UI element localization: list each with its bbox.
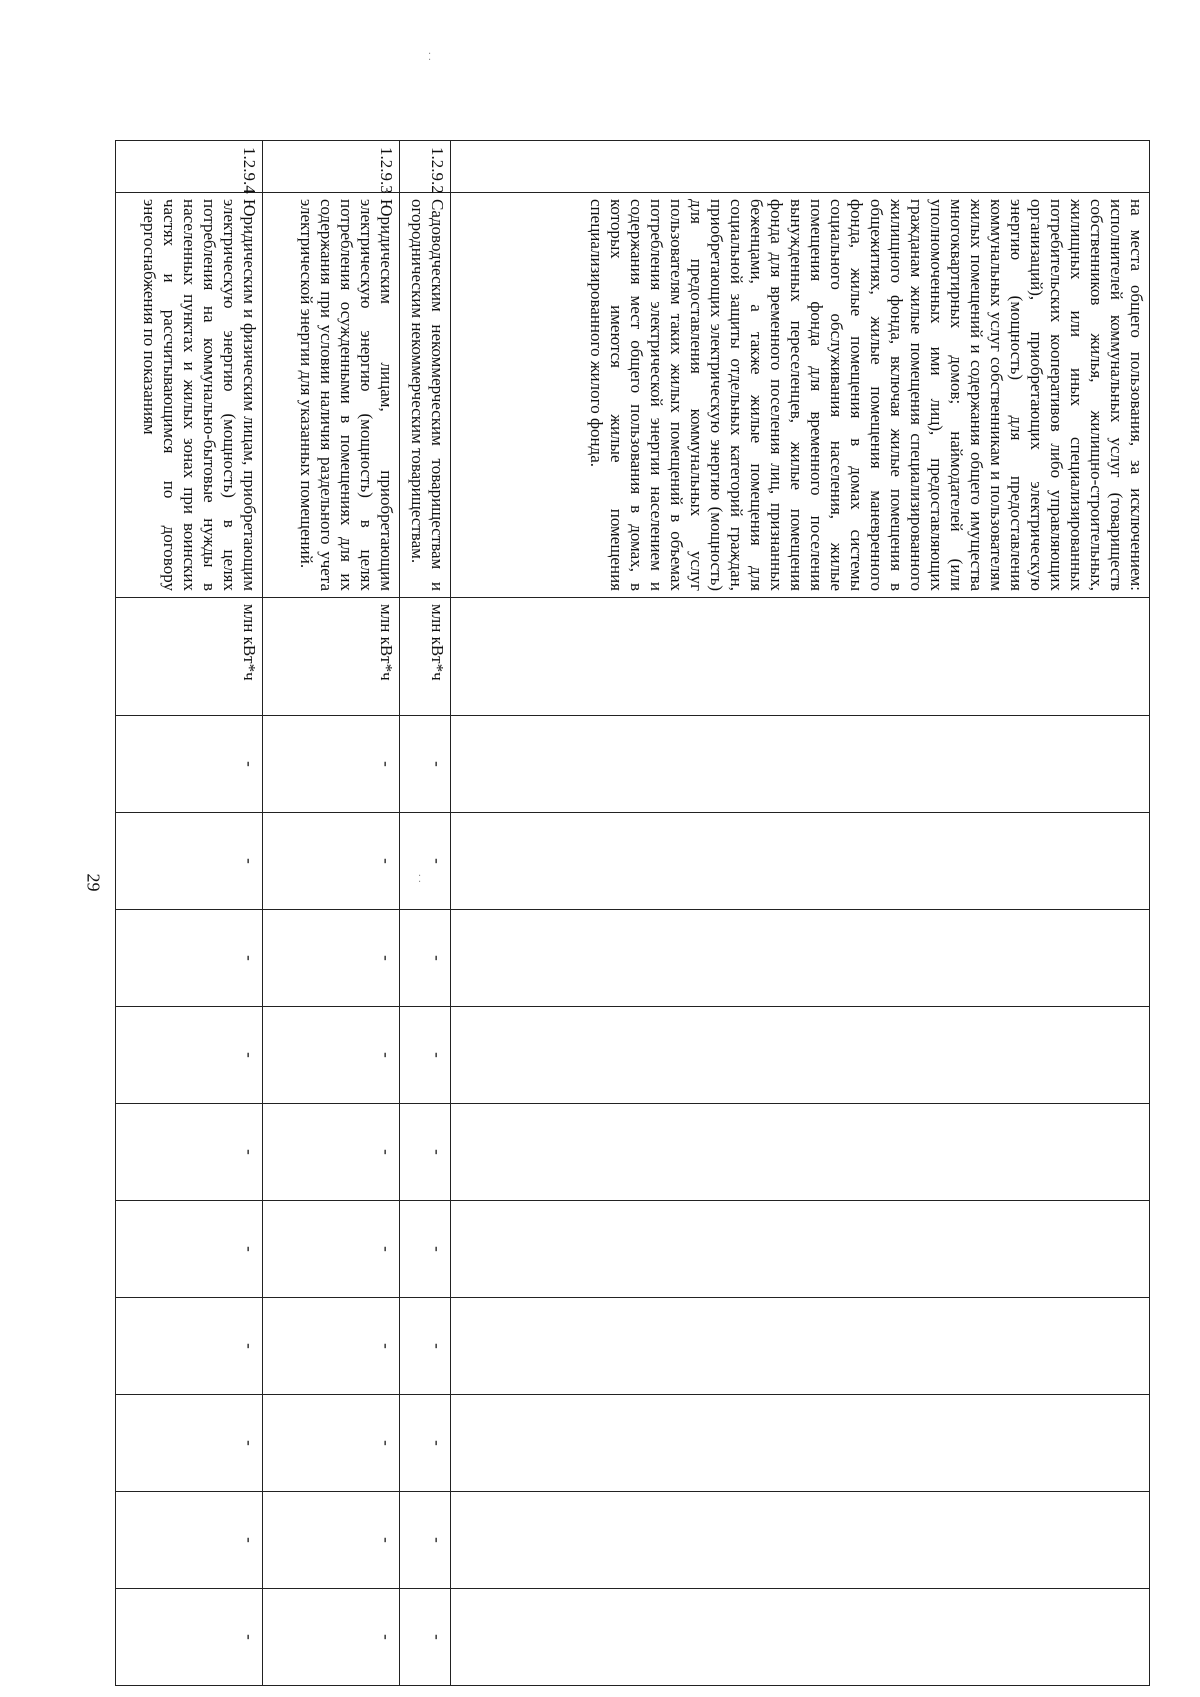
value-cell	[451, 1298, 1150, 1395]
description-cell: Юридическим и физическим лицам, приобретающим электрическую энергию (мощность) в целях потребления на коммунально-бытовые нужды в населенных пунктах и жилых зонах при воинских частях и рассчитывающимся по договору энергоснабжения по показаниям	[116, 193, 263, 598]
value-cell: -	[263, 1007, 399, 1104]
unit-cell	[451, 598, 1150, 716]
value-cell	[451, 1104, 1150, 1201]
description-cell: на места общего пользования, за исключением: исполнителей коммунальных услуг (товариществ собственников жилья, жилищно-строительных, жилищных или иных специализированных потребительских кооперативов либо управляющих организаций), приобретающих электрическую энергию (мощность) для предоставления коммунальных услуг собственникам и пользователям жилых помещений и содержания общего имущества многоквартирных домов; наймодателей (или уполномоченных ими лиц), предоставляющих гражданам жилые помещения специализированного жилищного фонда, включая жилые помещения в общежитиях, жилые помещения маневренного фонда, жилые помещения в домах системы социального обслуживания населения, жилые помещения фонда для временного поселения вынужденных переселенцев, жилые помещения фонда для временного поселения лиц, признанных беженцами, а также жилые помещения для социальной защиты отдельных категорий граждан, приобретающих электрическую энергию (мощность) для предоставления коммунальных услуг пользователям таких жилых помещений в объемах потребления электрической энергии населением и содержания мест общего пользования в домах, в которых имеются жилые помещения специализированного жилого фонда.	[451, 193, 1150, 598]
value-cell: -	[263, 1492, 399, 1589]
scan-speck: ⁚	[418, 874, 422, 885]
row-number-cell	[451, 141, 1150, 193]
description-cell: Садоводческим некоммерческим товариществам и огородническим некоммерческим товариществам.	[399, 193, 450, 598]
scan-speck: ⁚	[428, 52, 432, 63]
value-cell: -	[116, 1104, 263, 1201]
value-cell: -	[399, 1104, 450, 1201]
value-cell	[451, 1395, 1150, 1492]
value-cell: -	[116, 1395, 263, 1492]
value-cell: -	[263, 910, 399, 1007]
value-cell	[451, 1007, 1150, 1104]
value-cell: -	[116, 716, 263, 813]
value-cell: -	[263, 813, 399, 910]
value-cell	[451, 910, 1150, 1007]
value-cell: -	[399, 1395, 450, 1492]
value-cell: -	[399, 910, 450, 1007]
table-row	[116, 141, 263, 1686]
row-number-cell: 1.2.9.2	[399, 141, 450, 193]
value-cell: -	[116, 1201, 263, 1298]
value-cell: -	[263, 716, 399, 813]
value-cell: -	[399, 716, 450, 813]
value-cell: -	[399, 1201, 450, 1298]
value-cell: -	[116, 910, 263, 1007]
value-cell: -	[263, 1104, 399, 1201]
value-cell: -	[116, 1492, 263, 1589]
row-number-cell: 1.2.9.3	[263, 141, 399, 193]
value-cell: -	[399, 1298, 450, 1395]
value-cell	[451, 1589, 1150, 1686]
value-cell	[451, 716, 1150, 813]
value-cell	[451, 813, 1150, 910]
value-cell: -	[399, 1007, 450, 1104]
unit-cell: млн кВт*ч	[399, 598, 450, 716]
value-cell	[451, 1201, 1150, 1298]
value-cell: -	[263, 1298, 399, 1395]
value-cell: -	[116, 813, 263, 910]
value-cell: -	[263, 1395, 399, 1492]
value-cell: -	[399, 813, 450, 910]
data-table	[115, 140, 1150, 1686]
table-row	[263, 141, 399, 1686]
value-cell: -	[116, 1589, 263, 1686]
value-cell: -	[263, 1589, 399, 1686]
row-number-cell: 1.2.9.4	[116, 141, 263, 193]
unit-cell: млн кВт*ч	[263, 598, 399, 716]
value-cell: -	[399, 1589, 450, 1686]
table-row	[399, 141, 450, 1686]
description-cell: Юридическим лицам, приобретающим электрическую энергию (мощность) в целях потребления осужденными в помещениях для их содержания при условии наличия раздельного учета электрической энергии для указанных помещений.	[263, 193, 399, 598]
rotated-table-container	[115, 140, 1150, 1685]
value-cell: -	[263, 1201, 399, 1298]
page-number: 29	[83, 873, 104, 892]
value-cell: -	[399, 1492, 450, 1589]
value-cell: -	[116, 1007, 263, 1104]
value-cell	[451, 1492, 1150, 1589]
value-cell: -	[116, 1298, 263, 1395]
table-row	[451, 141, 1150, 1686]
unit-cell: млн кВт*ч	[116, 598, 263, 716]
